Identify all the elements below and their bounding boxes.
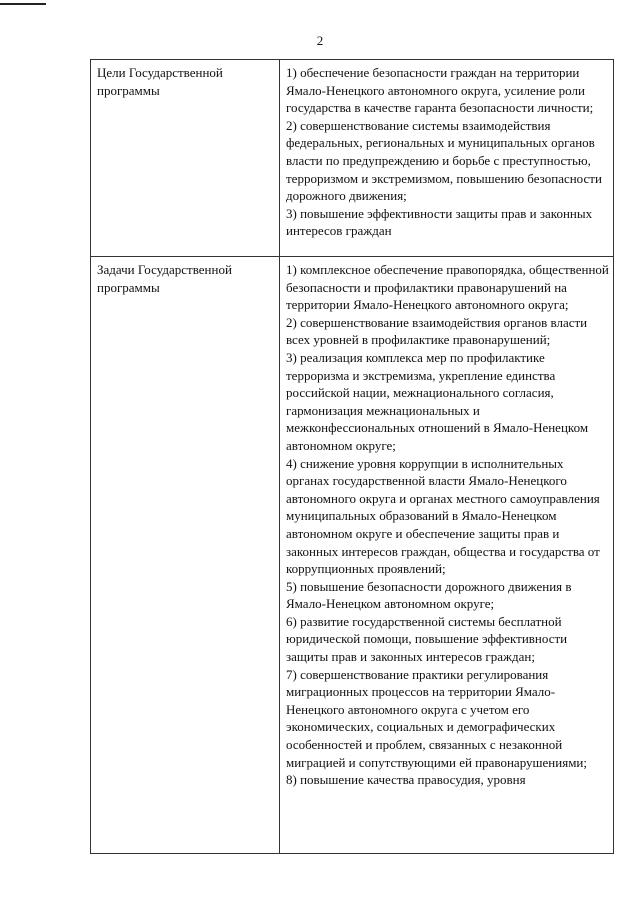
- header-rule: [0, 3, 46, 5]
- row-content-tasks: [280, 257, 614, 854]
- task-item: 1) комплексное обеспечение правопорядка, общественной безопасности и профилактики правонарушений на территории Ямало-Ненецкого автономного округа;: [286, 262, 609, 313]
- task-item: 8) повышение качества правосудия, уровня: [286, 772, 526, 788]
- table-row-goals: [91, 60, 614, 257]
- row-content-goals: [280, 60, 614, 257]
- row-label-tasks: Задачи Государственной программы: [91, 257, 280, 854]
- goal-item: 2) совершенствование системы взаимодействия федеральных, региональных и муниципальных органов власти по предупреждению и борьбе с преступностью, терроризмом и экстремизмом, повышению безопасности дорожного движения;: [286, 117, 602, 204]
- goal-item: 3) повышение эффективности защиты прав и законных интересов граждан: [286, 205, 593, 239]
- task-item: 2) совершенствование взаимодействия органов власти всех уровней в профилактике правонарушений;: [286, 314, 588, 348]
- task-item: 3) реализация комплекса мер по профилактике терроризма и экстремизма, укрепление единства российской нации, межнационального согласия, гармонизация межнациональных и межконфессиональных отношений в Ямало-Ненецком автономном округе;: [286, 349, 589, 453]
- task-item: 4) снижение уровня коррупции в исполнительных органах государственной власти Ямало-Ненецкого автономного округа и органах местного самоуправления муниципальных образований в Ямало-Ненецком автономном округе и обеспечение защиты прав и законных интересов граждан, общества и государства от коррупционных проявлений;: [286, 455, 600, 577]
- task-item: 5) повышение безопасности дорожного движения в Ямало-Ненецком автономном округе;: [286, 578, 572, 612]
- task-item: 7) совершенствование практики регулирования миграционных процессов на территории Ямало-Ненецкого автономного округа с учетом его экономических, социальных и демографических особенностей и проблем, связанных с незаконной миграцией и сопутствующими ей правонарушениями;: [286, 666, 587, 770]
- table-row-tasks: [91, 257, 614, 854]
- row-label-goals: Цели Государственной программы: [91, 60, 280, 257]
- task-item: 6) развитие государственной системы бесплатной юридической помощи, повышение эффективности защиты прав и законных интересов граждан;: [286, 613, 568, 665]
- program-passport-table: [90, 59, 614, 854]
- goal-item: 1) обеспечение безопасности граждан на территории Ямало-Ненецкого автономного округа, усиление роли государства в качестве гаранта безопасности личности;: [286, 65, 594, 116]
- page-number: 2: [316, 33, 324, 48]
